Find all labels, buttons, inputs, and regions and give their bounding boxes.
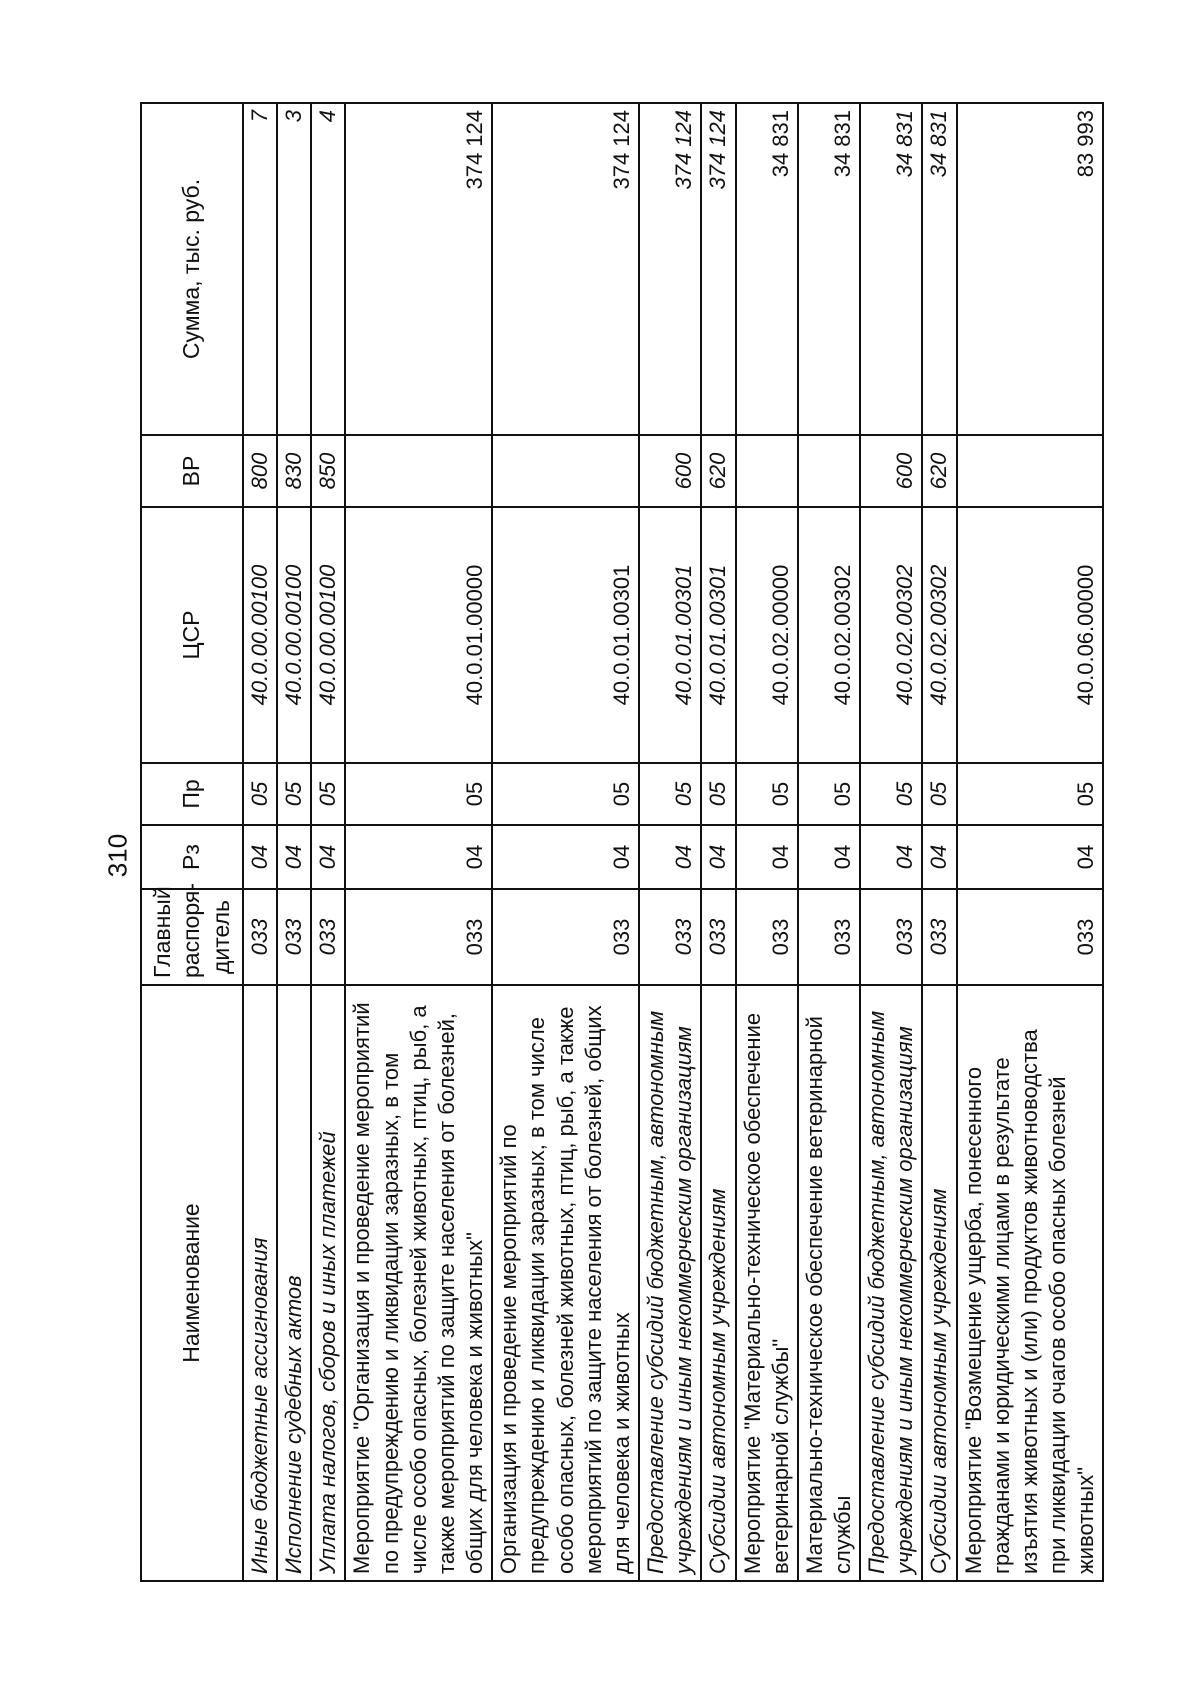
cell-pr: 05 (277, 763, 311, 825)
cell-csr: 40.0.02.00302 (860, 507, 922, 763)
cell-rz: 04 (922, 825, 956, 889)
cell-rz: 04 (243, 825, 277, 889)
table-row (860, 103, 922, 1581)
cell-pr: 05 (639, 763, 701, 825)
cell-glavny: 033 (492, 889, 639, 985)
cell-pr: 05 (345, 763, 492, 825)
cell-glavny: 033 (277, 889, 311, 985)
cell-sum: 374 124 (639, 103, 701, 435)
cell-csr: 40.0.00.00100 (243, 507, 277, 763)
cell-vr: 620 (701, 435, 735, 507)
cell-pr: 05 (860, 763, 922, 825)
cell-csr: 40.0.01.00301 (492, 507, 639, 763)
table-row (736, 103, 798, 1581)
cell-sum: 374 124 (701, 103, 735, 435)
cell-glavny: 033 (922, 889, 956, 985)
table-row (922, 103, 956, 1581)
cell-rz: 04 (860, 825, 922, 889)
header-csr: ЦСР (141, 507, 243, 763)
cell-name: Материально-техническое обеспечение ветеринарной службы (798, 985, 860, 1581)
cell-pr: 05 (701, 763, 735, 825)
table-body (243, 103, 1103, 1581)
cell-glavny: 033 (860, 889, 922, 985)
cell-name: Мероприятие "Возмещение ущерба, понесенного гражданами и юридическими лицами в результате изъятия животных и (или) продуктов животноводства при ликвидации очагов особо опасных болезней животных" (957, 985, 1104, 1581)
table-row (798, 103, 860, 1581)
cell-csr: 40.0.00.00100 (277, 507, 311, 763)
cell-name: Исполнение судебных актов (277, 985, 311, 1581)
cell-sum: 34 831 (922, 103, 956, 435)
cell-rz: 04 (311, 825, 345, 889)
cell-glavny: 033 (639, 889, 701, 985)
cell-glavny: 033 (736, 889, 798, 985)
cell-vr (798, 435, 860, 507)
table-row (957, 103, 1104, 1581)
cell-rz: 04 (701, 825, 735, 889)
cell-name: Уплата налогов, сборов и иных платежей (311, 985, 345, 1581)
cell-rz: 04 (277, 825, 311, 889)
cell-pr: 05 (736, 763, 798, 825)
cell-glavny: 033 (701, 889, 735, 985)
table-row (345, 103, 492, 1581)
cell-vr: 850 (311, 435, 345, 507)
cell-pr: 05 (311, 763, 345, 825)
cell-sum: 34 831 (798, 103, 860, 435)
table-row (243, 103, 277, 1581)
cell-name: Субсидии автономным учреждениям (701, 985, 735, 1581)
cell-pr: 05 (922, 763, 956, 825)
table-row (277, 103, 311, 1581)
cell-vr (492, 435, 639, 507)
cell-csr: 40.0.02.00302 (798, 507, 860, 763)
cell-vr (736, 435, 798, 507)
cell-pr: 05 (492, 763, 639, 825)
cell-glavny: 033 (345, 889, 492, 985)
cell-sum: 374 124 (345, 103, 492, 435)
cell-vr: 800 (243, 435, 277, 507)
cell-rz: 04 (957, 825, 1104, 889)
header-sum: Сумма, тыс. руб. (141, 103, 243, 435)
cell-vr: 830 (277, 435, 311, 507)
page-number: 310 (102, 833, 133, 878)
cell-vr: 600 (639, 435, 701, 507)
table-container (140, 0, 1099, 1686)
cell-name: Субсидии автономным учреждениям (922, 985, 956, 1581)
cell-glavny: 033 (798, 889, 860, 985)
cell-glavny: 033 (311, 889, 345, 985)
cell-csr: 40.0.06.00000 (957, 507, 1104, 763)
cell-sum: 34 831 (736, 103, 798, 435)
rotated-table-wrapper (140, 104, 1099, 1582)
budget-table (140, 102, 1104, 1582)
cell-name: Предоставление субсидий бюджетным, автономным учреждениям и иным некоммерческим организациям (639, 985, 701, 1581)
cell-vr (957, 435, 1104, 507)
cell-sum: 83 993 (957, 103, 1104, 435)
cell-vr: 600 (860, 435, 922, 507)
cell-vr: 620 (922, 435, 956, 507)
header-vr: ВР (141, 435, 243, 507)
cell-sum: 3 (277, 103, 311, 435)
cell-rz: 04 (639, 825, 701, 889)
cell-sum: 34 831 (860, 103, 922, 435)
cell-rz: 04 (345, 825, 492, 889)
cell-sum: 4 (311, 103, 345, 435)
table-row (311, 103, 345, 1581)
cell-rz: 04 (736, 825, 798, 889)
cell-csr: 40.0.02.00302 (922, 507, 956, 763)
cell-sum: 7 (243, 103, 277, 435)
header-name: Наименование (141, 985, 243, 1581)
table-row (701, 103, 735, 1581)
cell-vr (345, 435, 492, 507)
cell-glavny: 033 (957, 889, 1104, 985)
cell-name: Предоставление субсидий бюджетным, автономным учреждениям и иным некоммерческим организациям (860, 985, 922, 1581)
cell-csr: 40.0.01.00000 (345, 507, 492, 763)
cell-csr: 40.0.02.00000 (736, 507, 798, 763)
header-glavny: Главный распоря-дитель (141, 889, 243, 985)
cell-pr: 05 (957, 763, 1104, 825)
table-row (492, 103, 639, 1581)
cell-rz: 04 (492, 825, 639, 889)
cell-name: Мероприятие "Материально-техническое обеспечение ветеринарной службы" (736, 985, 798, 1581)
cell-sum: 374 124 (492, 103, 639, 435)
cell-rz: 04 (798, 825, 860, 889)
cell-glavny: 033 (243, 889, 277, 985)
cell-csr: 40.0.01.00301 (639, 507, 701, 763)
cell-name: Мероприятие "Организация и проведение мероприятий по предупреждению и ликвидации заразных, в том числе особо опасных, болезней животных, птиц, рыб, а также мероприятий по защите населения от болезней, общих для человека и животных" (345, 985, 492, 1581)
cell-pr: 05 (798, 763, 860, 825)
header-rz: Рз (141, 825, 243, 889)
cell-csr: 40.0.01.00301 (701, 507, 735, 763)
cell-pr: 05 (243, 763, 277, 825)
cell-name: Иные бюджетные ассигнования (243, 985, 277, 1581)
cell-csr: 40.0.00.00100 (311, 507, 345, 763)
table-row (639, 103, 701, 1581)
header-pr: Пр (141, 763, 243, 825)
table-header (141, 103, 243, 1581)
cell-name: Организация и проведение мероприятий по предупреждению и ликвидации заразных, в том числе особо опасных, болезней животных, птиц, рыб, а также мероприятий по защите населения от болезней, общих для человека и животных (492, 985, 639, 1581)
